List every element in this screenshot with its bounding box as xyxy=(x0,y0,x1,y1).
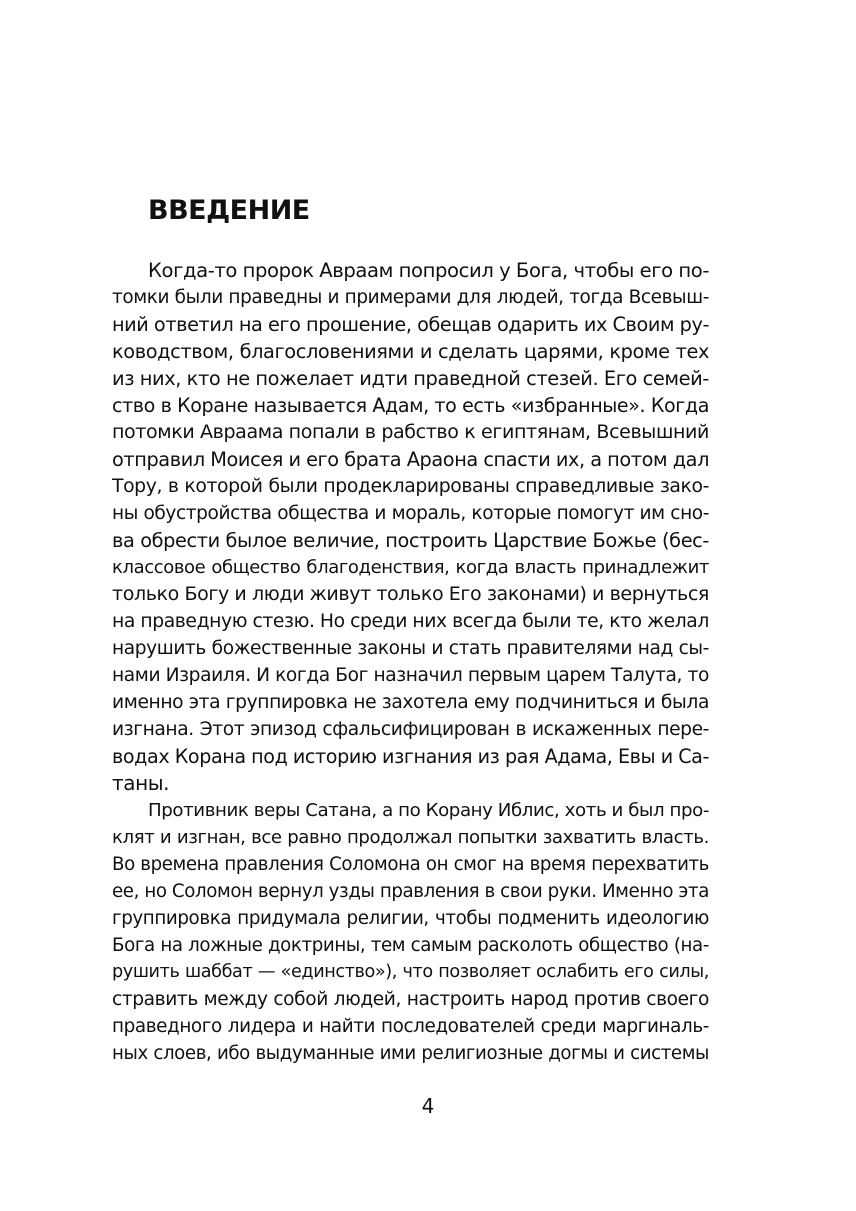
text-line: ны обустройства общества и мораль, которые помогут им сно- xyxy=(112,503,709,524)
text-line: томки были праведны и примерами для людей, тогда Всевыш- xyxy=(112,287,709,308)
chapter-heading: ВВЕДЕНИЕ xyxy=(148,195,310,226)
text-line: Во времена правления Соломона он смог на время перехватить xyxy=(112,854,709,875)
text-line: таны. xyxy=(112,771,170,795)
text-line: потомки Авраама попали в рабство к египтянам, Всевышний xyxy=(112,421,709,443)
text-line: именно эта группировка не захотела ему подчиниться и была xyxy=(112,692,709,713)
text-line: ство в Коране называется Адам, то есть «избранные». Когда xyxy=(112,394,709,417)
text-line: ных слоев, ибо выдуманные ими религиозные догмы и системы xyxy=(112,1043,709,1064)
text-line: только Богу и люди живут только Его законами) и вернуться xyxy=(112,583,709,605)
text-line: Тору, в которой были продекларированы справедливые зако- xyxy=(112,476,709,497)
text-line: Противник веры Сатана, а по Корану Иблис, хоть и был про- xyxy=(148,800,709,821)
paragraph-1 xyxy=(112,257,709,797)
text-line: ва обрести былое величие, построить Царствие Божье (бес- xyxy=(112,529,709,552)
page-number: 4 xyxy=(421,1094,435,1118)
text-line: изгнана. Этот эпизод сфальсифицирован в искаженных пере- xyxy=(112,719,709,740)
text-line: из них, кто не пожелает идти праведной стезей. Его семей- xyxy=(112,367,709,390)
text-line: Когда-то пророк Авраам попросил у Бога, чтобы его по- xyxy=(148,259,709,282)
text-line: клят и изгнан, все равно продолжал попытки захватить власть. xyxy=(112,827,709,848)
text-line: Бога на ложные доктрины, тем самым расколоть общество (на- xyxy=(112,935,709,956)
text-line: ее, но Соломон вернул узды правления в свои руки. Именно эта xyxy=(112,881,709,902)
text-line: водах Корана под историю изгнания из рая Адама, Евы и Са- xyxy=(112,745,709,768)
body-text xyxy=(112,257,709,1067)
text-line: ний ответил на его прошение, обещав одарить их Своим ру- xyxy=(112,313,709,336)
text-line: на праведную стезю. Но среди них всегда были те, кто желал xyxy=(112,611,709,632)
text-line: классовое общество благоденствия, когда власть принадлежит xyxy=(112,557,709,578)
text-line: ководством, благословениями и сделать царями, кроме тех xyxy=(112,340,709,363)
text-line: отправил Моисея и его брата Араона спасти их, а потом дал xyxy=(112,448,709,471)
text-line: нарушить божественные законы и стать правителями над сы- xyxy=(112,638,709,659)
text-line: праведного лидера и найти последователей среди маргиналь- xyxy=(112,1016,709,1037)
paragraph-2 xyxy=(112,797,709,1067)
text-line: рушить шаббат — «единство»), что позволяет ослабить его силы, xyxy=(112,962,709,982)
text-line: нами Израиля. И когда Бог назначил первым царем Талута, то xyxy=(112,665,709,686)
text-line: группировка придумала религии, чтобы подменить идеологию xyxy=(112,908,709,929)
text-line: стравить между собой людей, настроить народ против своего xyxy=(112,989,709,1010)
